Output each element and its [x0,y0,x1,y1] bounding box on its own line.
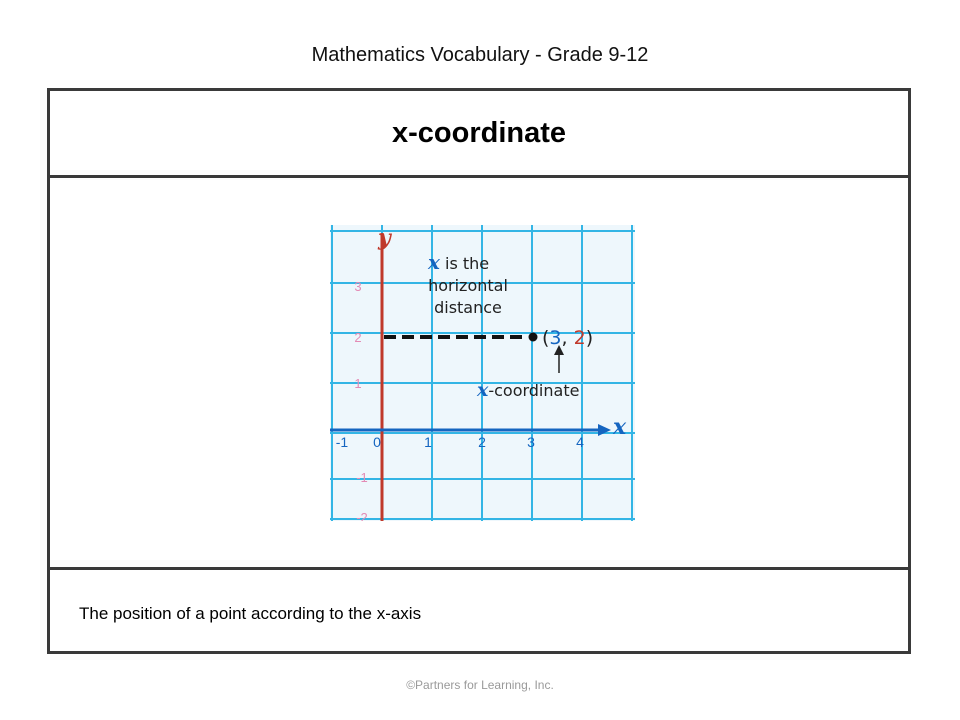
x-axis-label: x [613,414,627,440]
x-tick-label: 2 [478,434,486,450]
y-tick-label: 2 [354,330,362,345]
coordinate-plane-illustration [330,225,635,521]
term-section [50,91,908,178]
y-tick-label: 1 [354,376,362,391]
annotation-line-2: horizontal [428,276,508,295]
point-marker [529,333,538,342]
definition-text: The position of a point according to the x-axis [79,604,422,623]
y-tick-label: -1 [356,470,368,485]
annotation-line-1: x is the [428,250,490,274]
y-axis-label: y [378,225,391,251]
x-tick-label: 3 [527,434,535,450]
illustration-section [50,178,908,570]
annotation-line-3: distance [434,298,502,317]
x-tick-label: -1 [335,434,349,450]
vocabulary-card [47,88,911,654]
y-tick-label: -2 [356,510,368,521]
vocabulary-term: x-coordinate [391,116,567,149]
page-title: Mathematics Vocabulary - Grade 9-12 [311,44,649,66]
definition-section [50,570,908,651]
point-x-value: 3 [549,327,562,349]
x-tick-label: 4 [576,434,584,450]
x-tick-label: 1 [424,434,432,450]
x-tick-label: 0 [373,434,381,450]
copyright-footer: ©Partners for Learning, Inc. [406,678,554,692]
point-label: (3, 2) [542,327,594,349]
point-y-value: 2 [573,327,586,349]
y-tick-label: 3 [354,279,362,294]
pointer-caption: x-coordinate [477,379,580,401]
